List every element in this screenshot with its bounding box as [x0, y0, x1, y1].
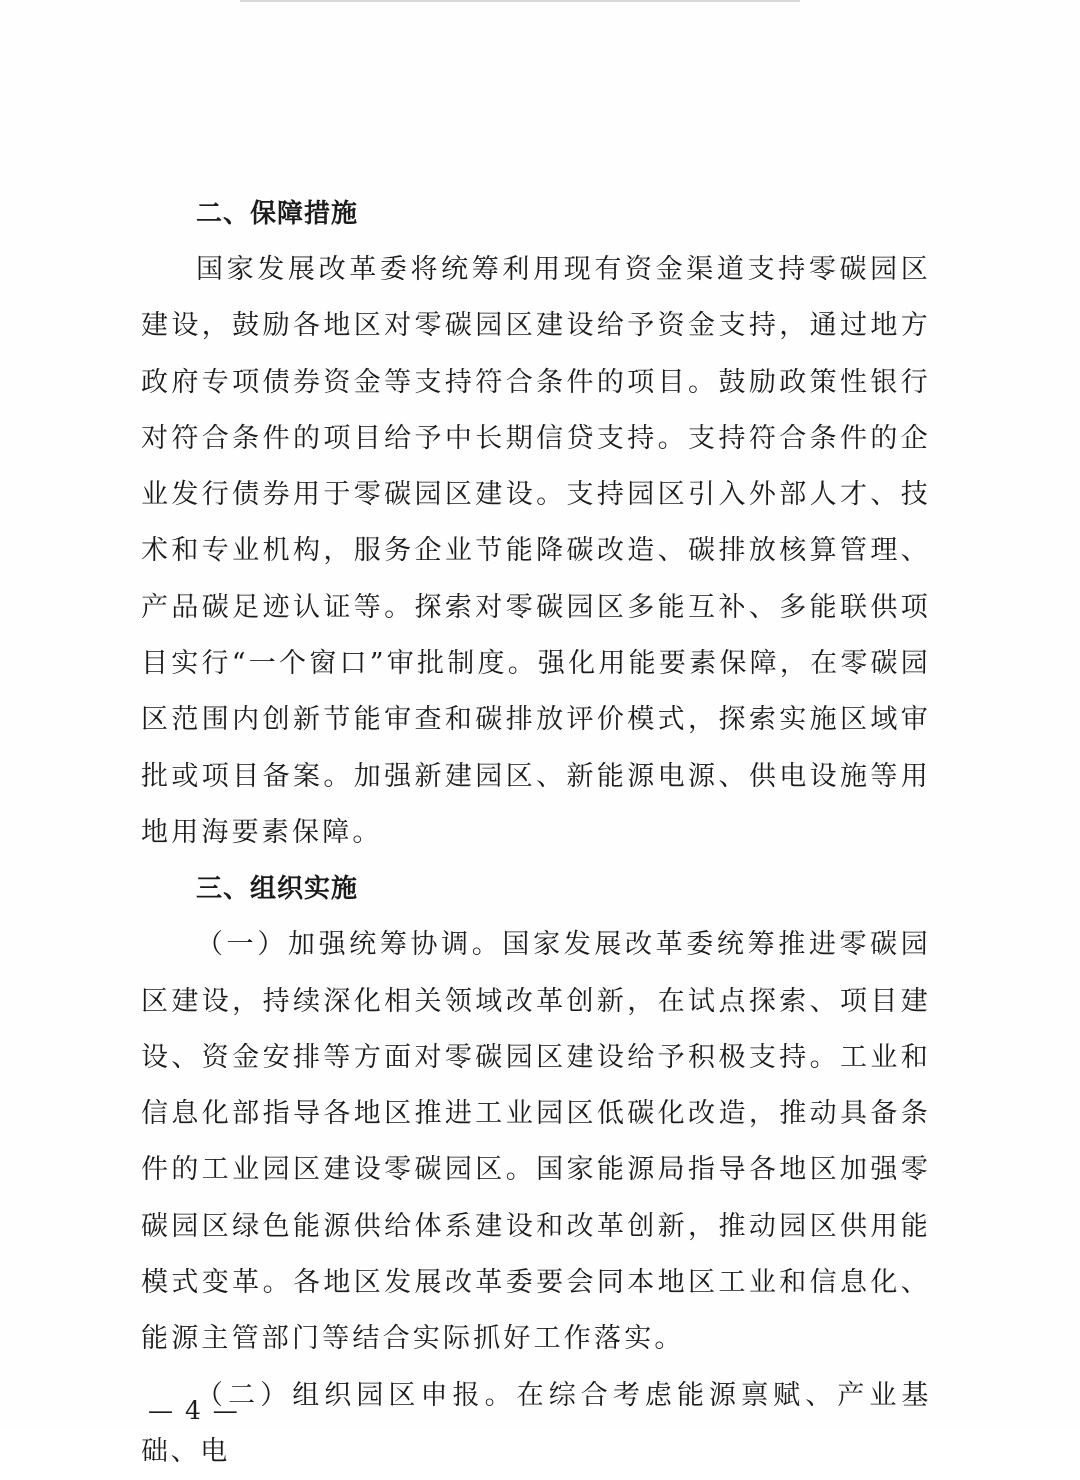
section-heading-implementation: 三、组织实施 — [196, 874, 359, 905]
scan-edge — [240, 0, 800, 2]
page-number: — 4 — — [148, 1396, 240, 1425]
paragraph-coordination: （一）加强统筹协调。国家发展改革委统筹推进零碳园区建设，持续深化相关领域改革创新，在试点探索、项目建设、资金安排等方面对零碳园区建设给予积极支持。工业和信息化部指导各地区推进工业园区低碳化改造，推动具备条件的工业园区建设零碳园区。国家能源局指导各地区加强零碳园区绿色能源供给体系建设和改革创新，推动园区供用能模式变革。各地区发展改革委要会同本地区工业和信息化、能源主管部门等结合实际抓好工作落实。 — [141, 929, 931, 1355]
paragraph-park-application: （二）组织园区申报。在综合考虑能源禀赋、产业基础、电 — [141, 1379, 931, 1467]
section-heading-safeguards: 二、保障措施 — [196, 199, 359, 229]
document-body — [141, 186, 931, 1480]
paragraph-safeguards: 国家发展改革委将统筹利用现有资金渠道支持零碳园区建设，鼓励各地区对零碳园区建设给予资金支持，通过地方政府专项债券资金等支持符合条件的项目。鼓励政策性银行对符合条件的项目给予中长期信贷支持。支持符合条件的企业发行债券用于零碳园区建设。支持园区引入外部人才、技术和专业机构，服务企业节能降碳改造、碳排放核算管理、产品碳足迹认证等。探索对零碳园区多能互补、多能联供项目实行“一个窗口”审批制度。强化用能要素保障，在零碳园区范围内创新节能审查和碳排放评价模式，探索实施区域审批或项目备案。加强新建园区、新能源电源、供电设施等用地用海要素保障。 — [141, 254, 931, 848]
